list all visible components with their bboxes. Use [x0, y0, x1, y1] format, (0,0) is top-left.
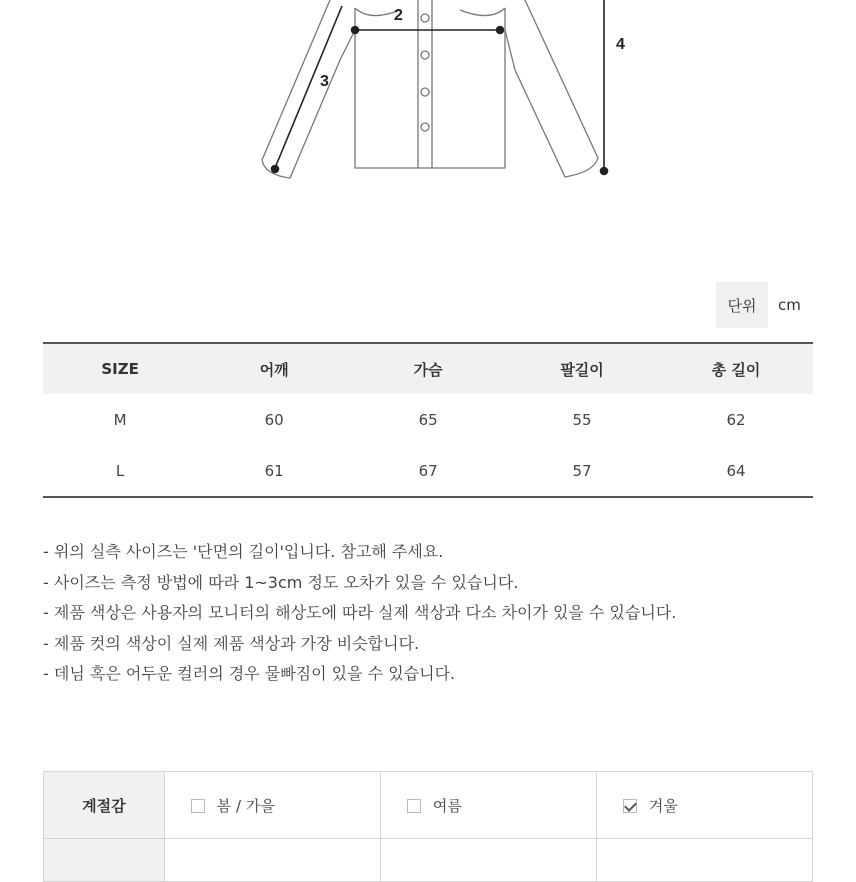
notes-list	[43, 537, 676, 690]
header-shoulder: 어깨	[259, 360, 289, 379]
note-item: - 사이즈는 측정 방법에 따라 1~3cm 정도 오차가 있을 수 있습니다.	[43, 572, 519, 592]
collar-outline	[355, 8, 505, 16]
unit-label: 단위	[716, 282, 768, 328]
season-row-next	[44, 839, 813, 882]
header-chest: 가슴	[413, 360, 443, 379]
season-option-spring-fall[interactable]	[164, 772, 380, 839]
table-row	[43, 445, 813, 497]
right-sleeve-outline	[505, 0, 598, 177]
checkbox-icon[interactable]	[407, 799, 421, 813]
season-option-label: 봄 / 가을	[216, 796, 275, 815]
header-size: SIZE	[101, 360, 139, 378]
cell-size: L	[43, 445, 197, 497]
unit-value: cm	[778, 296, 801, 314]
button-4	[421, 123, 429, 131]
measure-label-4: 4	[616, 36, 625, 53]
season-label: 계절감	[44, 772, 165, 839]
cell-chest: 65	[418, 410, 438, 429]
sleeve-measure-line	[275, 6, 342, 168]
button-2	[421, 51, 429, 59]
size-table-header	[43, 343, 813, 394]
sleeve-measure-end	[272, 166, 279, 173]
cell-shoulder: 61	[197, 445, 351, 497]
season-table	[43, 771, 813, 882]
cell-sleeve: 55	[572, 410, 592, 429]
button-3	[421, 88, 429, 96]
measure-label-3: 3	[320, 73, 329, 90]
next-row-cell	[380, 839, 596, 882]
garment-diagram	[0, 0, 856, 200]
header-length: 총 길이	[711, 360, 761, 379]
cell-size: M	[113, 410, 127, 429]
table-row	[43, 394, 813, 445]
chest-measure-start	[352, 27, 359, 34]
note-item: - 제품 컷의 색상이 실제 제품 색상과 가장 비슷합니다.	[43, 633, 420, 653]
length-measure-end	[601, 168, 608, 175]
note-item: - 데님 혹은 어두운 컬러의 경우 물빠짐이 있을 수 있습니다.	[43, 664, 456, 683]
body-outline	[355, 8, 505, 168]
next-row-cell	[596, 839, 812, 882]
next-row-cell	[164, 839, 380, 882]
season-option-winter[interactable]	[596, 772, 812, 839]
note-item: - 위의 실측 사이즈는 '단면의 길이'입니다. 참고해 주세요.	[43, 542, 444, 561]
cell-shoulder: 60	[264, 410, 284, 429]
next-row-label	[44, 839, 165, 882]
chest-measure-end	[497, 27, 504, 34]
season-row	[44, 772, 813, 839]
button-1	[421, 14, 429, 22]
checkbox-icon[interactable]	[191, 799, 205, 813]
note-item: - 제품 색상은 사용자의 모니터의 해상도에 따라 실제 색상과 다소 차이가 있을 수 있습니다.	[43, 603, 677, 622]
header-sleeve: 팔길이	[560, 360, 604, 379]
season-option-label: 겨울	[648, 796, 678, 815]
size-table	[43, 342, 813, 498]
measure-label-2: 2	[394, 7, 403, 24]
cell-length: 64	[659, 445, 813, 497]
placket-outline	[418, 0, 432, 168]
cell-sleeve: 57	[505, 445, 659, 497]
cell-chest: 67	[351, 445, 505, 497]
season-option-summer[interactable]	[380, 772, 596, 839]
season-option-label: 여름	[432, 796, 462, 815]
cell-length: 62	[726, 410, 746, 429]
checkbox-checked-icon[interactable]	[623, 799, 637, 813]
